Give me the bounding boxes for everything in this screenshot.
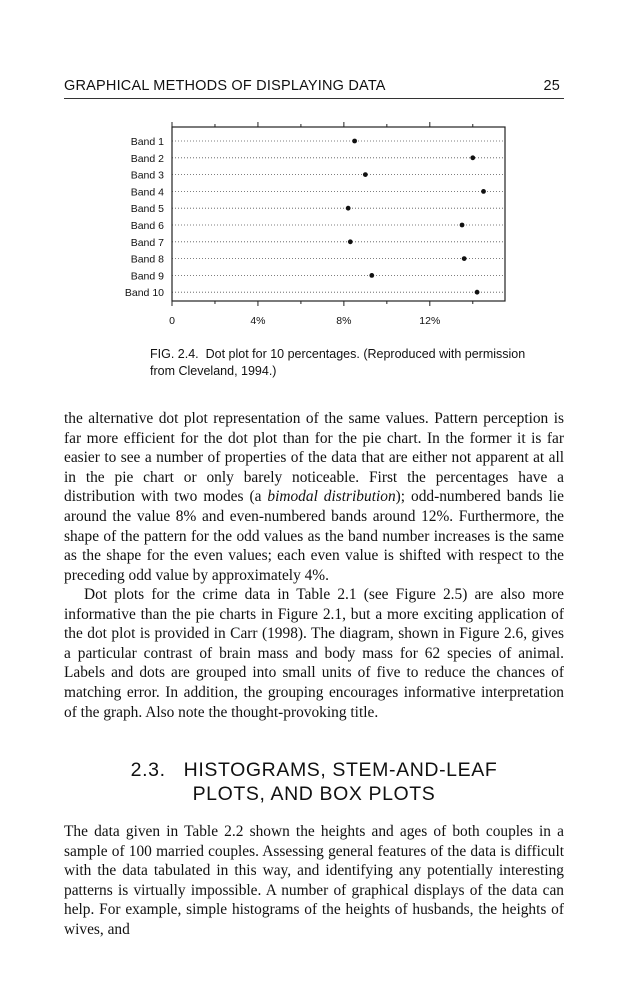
data-dot <box>462 256 467 261</box>
band-label: Band 5 <box>130 203 164 216</box>
data-dot <box>348 239 353 244</box>
paragraph-text <box>64 585 564 722</box>
body-paragraph-2 <box>64 585 564 722</box>
text-segment: Dot plots for the crime data in Table 2.1 (see Figure 2.5) are also more informative than the pie charts in Figure 2.1, but a more exciting application of the dot plot is provided in Carr (1998). The diagram, shown in Figure 2.6, gives a particular contrast of brain mass and body mass for 62 species of animal. Labels and dots are grouped into small units of five to reduce the chances of matching error. In addition, the grouping encourages informative interpretation of the graph. Also note the thought-provoking title. <box>64 586 564 721</box>
data-dot <box>352 139 357 144</box>
band-label: Band 2 <box>130 152 164 165</box>
text-segment: ); odd-numbered bands lie around the value 8% and even-numbered bands around 12%. Furthermore, the shape of the pattern for the odd values as the band number increases is the same as the shape for the even values; each even value is shifted with respect to the preceding odd value by approximately 4%. <box>64 488 564 584</box>
x-tick-label: 8% <box>336 315 352 327</box>
x-tick-labels <box>169 315 440 327</box>
band-label: Band 10 <box>124 287 164 300</box>
band-labels <box>125 136 164 299</box>
running-head <box>64 78 564 100</box>
data-dots <box>346 139 486 295</box>
section-heading <box>64 758 564 806</box>
x-tick-label: 0 <box>169 315 175 327</box>
band-label: Band 6 <box>130 220 164 232</box>
text-segment: the alternative dot plot representation of the same values. Pattern perception is far more efficient for the dot plot than for the pie chart. In the former it is far easier to see a number of properties of the data that are either not apparent at all in the pie chart or only barely noticeable. First the percentages have a distribution with two modes (a <box>64 410 564 506</box>
band-leader-lines <box>172 141 505 292</box>
paragraph-text <box>64 822 564 940</box>
figure-caption <box>150 346 530 380</box>
body-paragraph-3 <box>64 822 564 940</box>
band-label: Band 8 <box>130 253 164 266</box>
section-title-line-2: PLOTS, AND BOX PLOTS <box>192 783 436 805</box>
data-dot <box>460 223 465 228</box>
band-label: Band 1 <box>130 136 164 148</box>
data-dot <box>369 273 374 278</box>
plot-border <box>172 127 505 301</box>
data-dot <box>475 290 480 295</box>
band-label: Band 9 <box>130 270 164 283</box>
caption-text: Dot plot for 10 percentages. (Reproduced with permission from Cleveland, 1994.) <box>150 347 526 378</box>
caption-label: FIG. 2.4. <box>150 347 199 361</box>
emphasized-text: bimodal distribution <box>267 488 396 506</box>
section-heading-line-1 <box>64 758 564 782</box>
header-rule <box>64 98 564 99</box>
axis-ticks <box>172 122 473 306</box>
section-title-line-1: HISTOGRAMS, STEM-AND-LEAF <box>183 759 498 781</box>
text-segment: The data given in Table 2.2 shown the heights and ages of both couples in a sample of 100 married couples. Assessing general features of the data is difficult with the data tabulated in this way, and identifying any potentially interesting patterns is virtually impossible. A number of graphical displays of the data can help. For example, simple histograms of the heights of husbands, the heights of wives, and <box>64 823 564 938</box>
band-label: Band 4 <box>130 186 164 199</box>
band-label: Band 7 <box>130 236 164 249</box>
data-dot <box>470 155 475 160</box>
page-number: 25 <box>543 78 560 94</box>
paragraph-text <box>64 409 564 585</box>
data-dot <box>346 206 351 211</box>
plot-frame <box>172 127 505 301</box>
section-number: 2.3. <box>130 759 166 781</box>
body-paragraph-1 <box>64 409 564 585</box>
band-label: Band 3 <box>130 169 164 182</box>
running-head-title: GRAPHICAL METHODS OF DISPLAYING DATA <box>64 78 386 94</box>
dot-plot-figure <box>0 110 626 335</box>
x-tick-label: 4% <box>250 315 266 327</box>
data-dot <box>363 172 368 177</box>
x-tick-label: 12% <box>419 315 441 327</box>
data-dot <box>481 189 486 194</box>
